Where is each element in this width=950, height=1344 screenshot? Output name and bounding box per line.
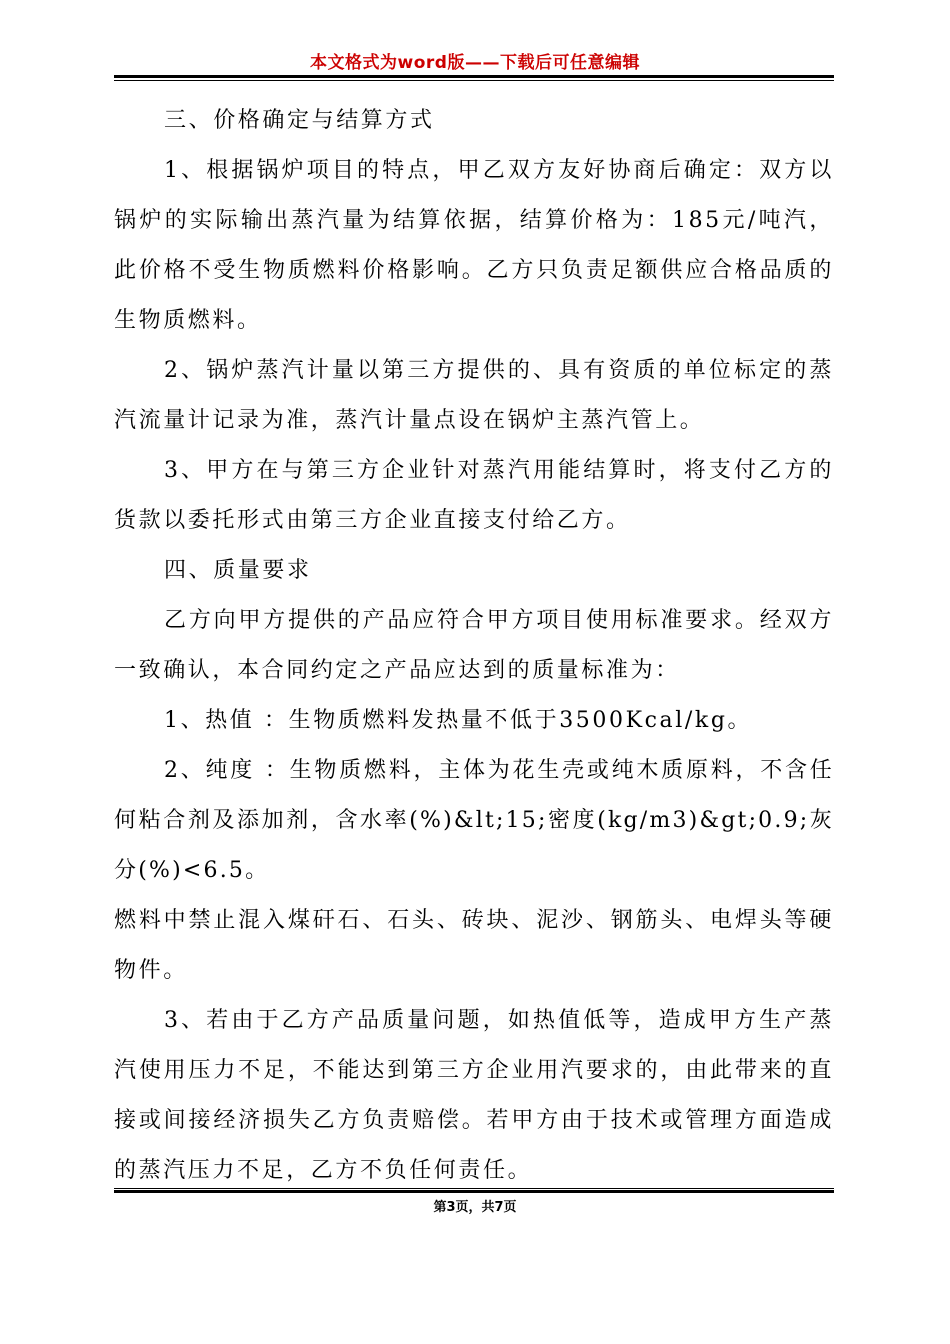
paragraph-quality-intro: 乙方向甲方提供的产品应符合甲方项目使用标准要求。经双方一致确认，本合同约定之产品应达到的质量标准为：: [114, 608, 834, 683]
page-number: 第3页，共7页: [433, 1200, 517, 1215]
header-rule-thick: [114, 75, 834, 78]
paragraph-pricing-2: 2、锅炉蒸汽计量以第三方提供的、具有资质的单位标定的蒸汽流量计记录为准，蒸汽计量点设在锅炉主蒸汽管上。: [114, 358, 834, 433]
footer-rule-thin: [114, 1188, 834, 1189]
paragraph-quality-3: 3、若由于乙方产品质量问题，如热值低等，造成甲方生产蒸汽使用压力不足，不能达到第三方企业用汽要求的，由此带来的直接或间接经济损失乙方负责赔偿。若甲方由于技术或管理方面造成的蒸汽压力不足，乙方不负任何责任。: [114, 1008, 834, 1183]
paragraph-pricing-3: 3、甲方在与第三方企业针对蒸汽用能结算时，将支付乙方的货款以委托形式由第三方企业直接支付给乙方。: [114, 458, 834, 533]
paragraph-quality-1: 1、热值 ：生物质燃料发热量不低于3500Kcal/kg。: [164, 708, 753, 733]
footer-rule-thick: [114, 1190, 834, 1193]
paragraph-quality-2: 2、纯度 ：生物质燃料，主体为花生壳或纯木质原料，不含任何粘合剂及添加剂，含水率(%)&lt;15;密度(kg/m3)&gt;0.9;灰分(%)<6.5。: [114, 758, 834, 883]
document-body: [114, 96, 834, 1196]
page-header: 本文格式为word版——下载后可任意编辑: [310, 53, 640, 73]
paragraph-quality-forbidden: 燃料中禁止混入煤矸石、石头、砖块、泥沙、钢筋头、电焊头等硬物件。: [114, 908, 834, 983]
section-heading-quality: 四、质量要求: [164, 558, 312, 583]
paragraph-pricing-1: 1、根据锅炉项目的特点，甲乙双方友好协商后确定：双方以锅炉的实际输出蒸汽量为结算依据，结算价格为：185元/吨汽，此价格不受生物质燃料价格影响。乙方只负责足额供应合格品质的生物质燃料。: [114, 158, 834, 333]
header-rule-thin: [114, 80, 834, 81]
section-heading-pricing: 三、价格确定与结算方式: [164, 108, 435, 133]
